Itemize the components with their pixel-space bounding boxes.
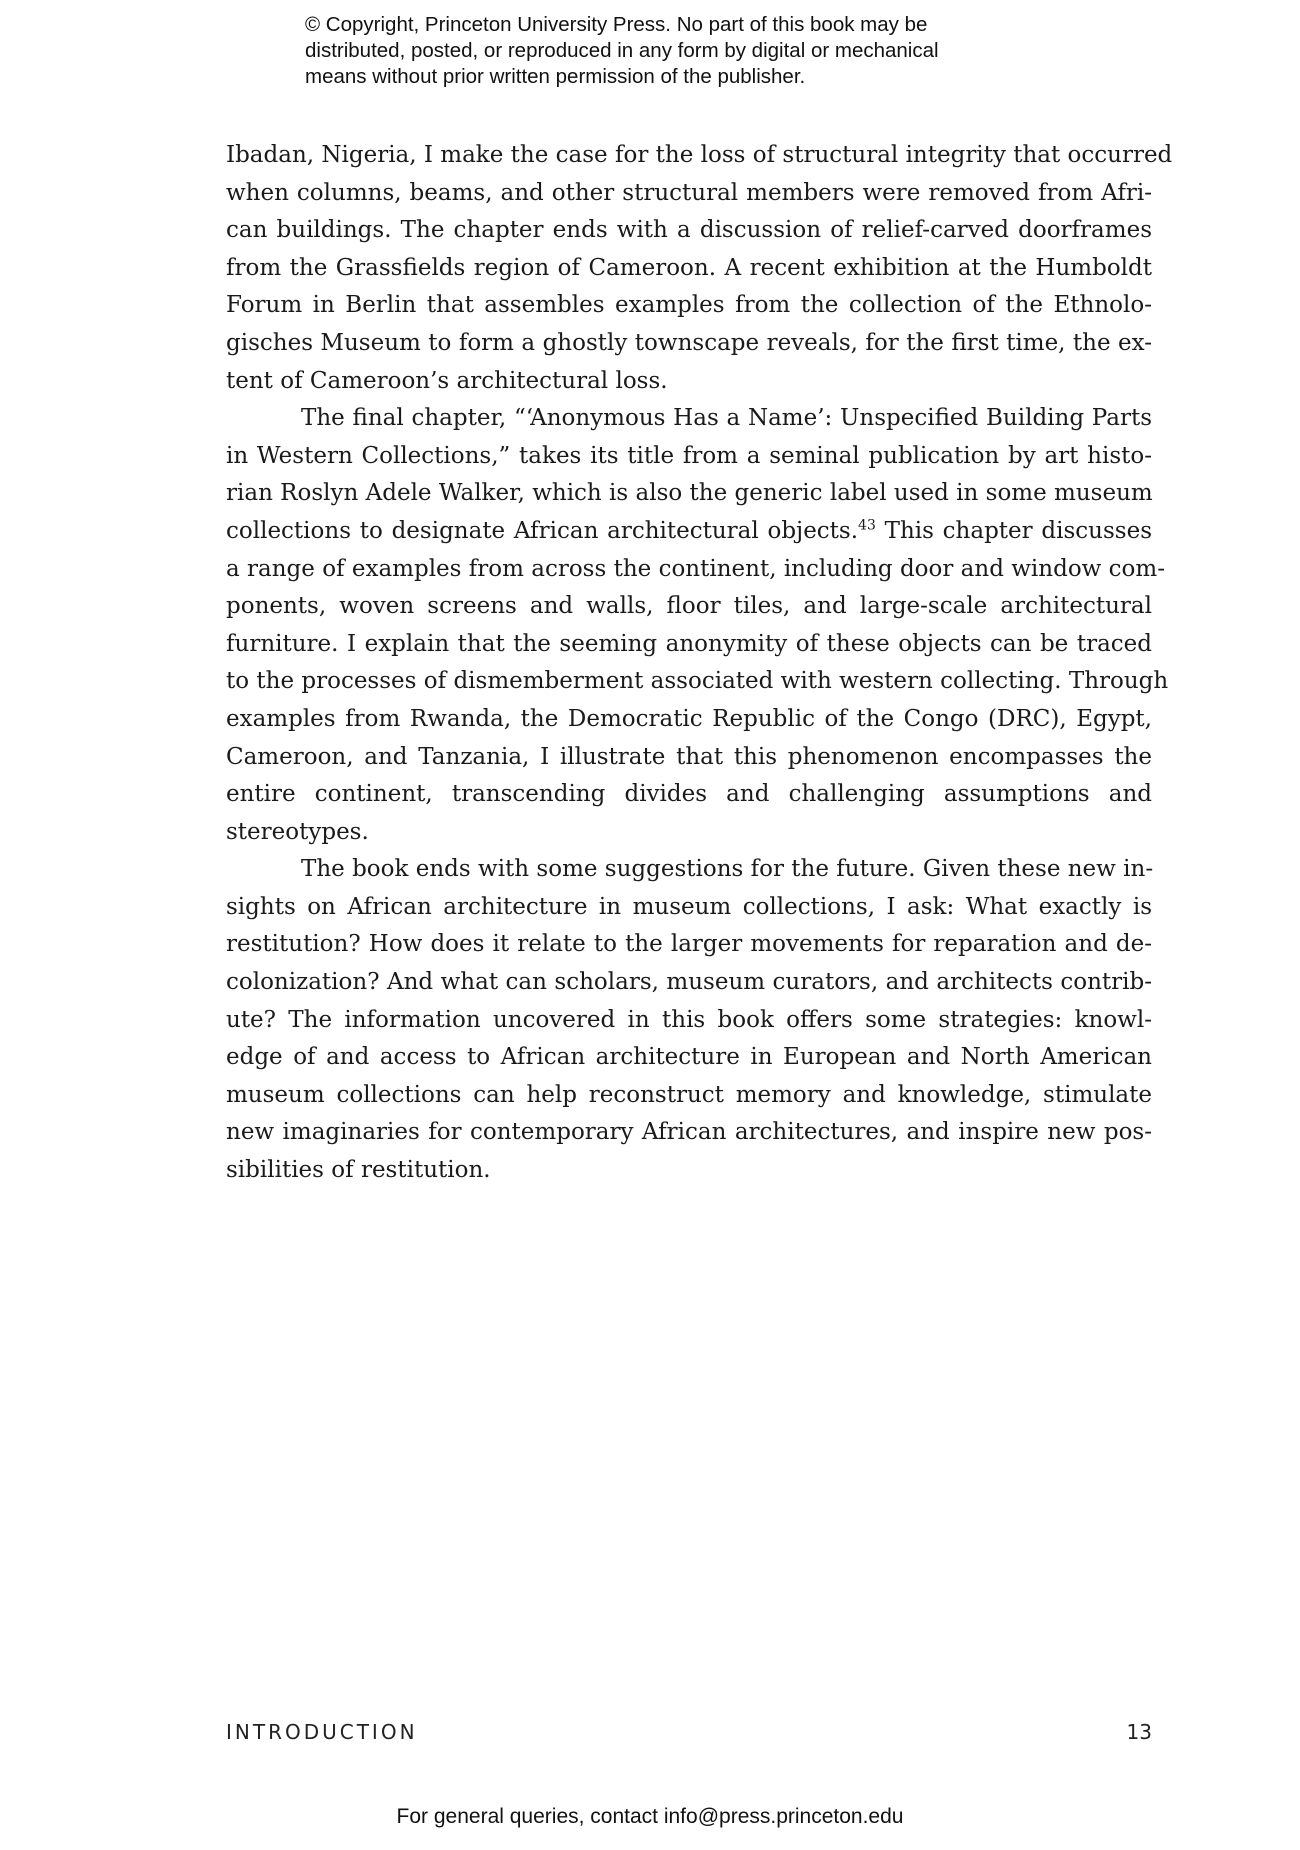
copyright-line: means without prior written permission of the publisher. [305,65,806,88]
text-line: from the Grassfields region of Cameroon. A recent exhibition at the Humboldt [226,254,1152,281]
text-segment: This chapter discusses [875,517,1152,544]
text-line: to the processes of dismemberment associated with western collecting. Through [226,668,1169,695]
text-line: examples from Rwanda, the Democratic Republic of the Congo (DRC), Egypt, [226,705,1152,732]
text-line: tent of Cameroon’s architectural loss. [226,367,668,394]
text-line: edge of and access to African architecture in European and North American [226,1044,1152,1071]
text-line: when columns, beams, and other structural members were removed from Afri- [226,179,1152,206]
text-line: Ibadan, Nigeria, I make the case for the loss of structural integrity that occurred [226,142,1173,168]
text-line: sights on African architecture in museum collections, I ask: What exactly is [226,893,1152,920]
text-line: The final chapter, “‘Anonymous Has a Name’: Unspecified Building Parts [301,405,1152,432]
text-line: Cameroon, and Tanzania, I illustrate that this phenomenon encompasses the [226,743,1152,770]
text-line: stereotypes. [226,818,369,845]
copyright-line: distributed, posted, or reproduced in any form by digital or mechanical [305,39,939,62]
footnote-reference[interactable]: 43 [858,517,876,534]
text-line: ute? The information uncovered in this book offers some strategies: knowl- [226,1006,1152,1033]
text-line-with-footnote [226,513,1152,551]
contact-footer: For general queries, contact info@press.princeton.edu [396,1805,904,1828]
text-line: rian Roslyn Adele Walker, which is also the generic label used in some museum [226,480,1153,507]
text-line: furniture. I explain that the seeming anonymity of these objects can be traced [226,630,1152,657]
text-line: restitution? How does it relate to the larger movements for reparation and de- [226,931,1152,958]
text-line: can buildings. The chapter ends with a discussion of relief-carved doorframes [226,217,1152,244]
text-line: gisches Museum to form a ghostly townscape reveals, for the first time, the ex- [226,329,1152,356]
text-line: sibilities of restitution. [226,1157,491,1184]
page-number: 13 [1126,1720,1152,1744]
text-line: entire continent, transcending divides and challenging assumptions and [226,781,1152,808]
copyright-notice [305,12,1065,90]
running-head: INTRODUCTION [226,1720,418,1744]
text-line: museum collections can help reconstruct memory and knowledge, stimulate [226,1081,1152,1108]
text-line: new imaginaries for contemporary African architectures, and inspire new pos- [226,1119,1152,1146]
text-line: colonization? And what can scholars, museum curators, and architects contrib- [226,969,1152,996]
text-segment: collections to designate African architectural objects. [226,517,859,544]
copyright-line: © Copyright, Princeton University Press. No part of this book may be [305,13,928,36]
text-line: in Western Collections,” takes its title from a seminal publication by art histo- [226,442,1152,469]
text-line: ponents, woven screens and walls, floor tiles, and large-scale architectural [226,593,1152,620]
text-line: The book ends with some suggestions for the future. Given these new in- [301,856,1154,883]
text-line: Forum in Berlin that assembles examples from the collection of the Ethnolo- [226,292,1152,319]
text-line: a range of examples from across the continent, including door and window com- [226,555,1165,582]
body-text [226,137,1173,1190]
